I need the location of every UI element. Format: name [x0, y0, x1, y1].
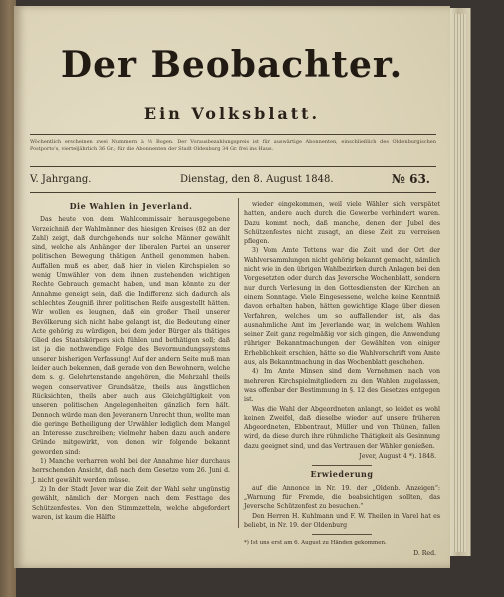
- article-paragraph: auf die Annonce in Nr. 19. der „Oldenb. Anzeigen“: „Warnung für Fremde, die beabsichtigen sollten, das Jeversche Schützenfest zu besuchen.“: [244, 484, 440, 511]
- right-column: [244, 200, 440, 559]
- masthead-subtitle: Ein Volksblatt.: [143, 104, 321, 123]
- newspaper-page: [14, 6, 450, 568]
- left-column: [32, 200, 230, 522]
- article-paragraph: Was die Wahl der Abgeordneten anlangt, so leidet es wohl keinen Zweifel, daß dieselbe wieder auf unsere früheren Abgeordneten, Ebbentraut, Müller und von Thünen, fallen wird, da diese durch ihre rühmliche Thätigkeit als Gesinnung dazu geeignet sind, und das Vertrauen der Wähler genießen.: [244, 405, 440, 450]
- article-paragraph: wieder eingekommen, weil viele Wähler sich verspätet hatten, andere auch durch die Gewerbe verhindert waren. Dazu kommt noch, daß manche, denen der Jubel des Schützenfestes nicht zusagt, an diese Zeit zu verreisen pflegen.: [244, 201, 440, 246]
- article-paragraph: 4) Im Amte Minsen sind dem Vernehmen nach von mehreren Kirchspielmitgliedern zu den Wahlen zugelassen, was offenbar der Bestimmung in §. 12 des Gesetzes entgegen ist.: [244, 368, 440, 404]
- article-paragraph: 2) In der Stadt Jever war die Zeit der Wahl sehr ungünstig gewählt, nämlich der Morgen nach dem Festtage des Schützenfestes. Von den Stimmzetteln, welche abgefordert waren, ist kaum die Hälfte: [32, 485, 230, 521]
- section-divider: [312, 465, 372, 466]
- masthead-title: Der Beobachter.: [60, 44, 404, 86]
- footnote: *) Ist uns erst am 6. August zu Händen gekommen.: [244, 540, 387, 547]
- column-separator: [238, 198, 239, 528]
- volume-label: V. Jahrgang.: [30, 174, 92, 185]
- dateline: [30, 170, 436, 190]
- subscription-notice: Wöchentlich erscheinen zwei Nummern à ½ Bogen. Der Vorausbezahlungspreis ist für auswärtige Abonnenten, einschließlich des Oldenburgischen Postporto's, vierteljährlich 36 Gr.; für die Abonnenten der Stadt Oldenburg 34 Gr. frei ins Haus.: [30, 139, 436, 152]
- page-stack-edges: [452, 14, 466, 552]
- article-paragraph: 1) Manche verharren wohl bei der Annahme hier durchaus herrschenden Ansicht, daß nach dem Gesetze vom 26. Juni d. J. nicht gewählt werden müsse.: [32, 458, 230, 484]
- dateline-rule-bottom: [30, 192, 436, 193]
- article-paragraph: 3) Vom Amte Tettens war die Zeit und der Ort der Wahlversammlungen nicht gehörig bekannt gemacht, nämlich nicht wie in den übrigen Wahlbezirken durch Anlagen bei den Vorgesetzten oder durch das Jeversche Wochenblatt, sondern nur durch Verlesung in den Gottesdiensten der Kirchen an einem Sonntage. Viele Eingesessene, welche keine Kenntniß davon erhalten haben, hätten gewichtige Klage über diesen Verfahren, welches um so auffallender ist, als das ausnahmliche Amt im Jeverlande war, in welchem Wahlen seiner Zeit ganz regelmäßig vor sich gingen, die Anwendung rühriger Bekanntmachungen der Gewählten von einiger Erheblichkeit erschien, hätte so die Wahlvorschrift vom Amte aus, als Bekanntmachung in das Wochenblatt geschehen.: [244, 247, 440, 367]
- dateline-rule-top: [30, 166, 436, 167]
- issue-date: Dienstag, den 8. August 1848.: [180, 174, 334, 185]
- article-signature: Jever, August 4 *). 1848.: [359, 453, 436, 461]
- issue-number: № 63.: [391, 172, 430, 186]
- article-heading: Die Wahlen in Jeverland.: [69, 201, 193, 211]
- article-paragraph: Den Herren H. Kuhlmann und F. W. Theilen in Varel hat es beliebt, in Nr. 19. der Oldenburg: [244, 512, 440, 529]
- footnote-signature: D. Red.: [413, 550, 436, 558]
- footnote-divider: [312, 534, 372, 535]
- section-heading: Erwiederung: [310, 469, 374, 480]
- top-rule: [30, 134, 436, 135]
- article-paragraph: Das heute von dem Wahlcommissair herausgegebene Verzeichniß der Wahlmänner des hiesigen Kreises (82 an der Zahl) zeigt, daß durchgehends nur solche Männer gewählt sind, welche als Anhänger der liberalen Partei an unserer politischen Bewegung thätigen Antheil genommen haben. Auffallen muß es aber, daß hier in vielen Kirchspielen so wenig Umwähler von dem ihnen zustehenden wichtigen Rechte Gebrauch gemacht haben, und man könnte zu der Annahme geneigt sein, daß die Indifferenz sich dadurch als schlechtes Zeugniß ihrer politischen Reife ausgestellt hätten. Wir wollen es leugnen, daß ein großer Theil unserer Bevölkerung sich nicht habe gelangt ist, die Bedeutung einer Acte gehörig zu würdigen, bei dem jeder Bürger als thätiges Glied des Staatskörpers sich fühlen und bethätigen soll; daß ist ja die nothwendige Folge des Bevormundungssystems unserer bisherigen Verfassung! Auf der andern Seite muß man leider auch bekennen, daß gerade von den Bewohnern, welche dem s. g. Gelehrtenstande angehören, die Mehrzahl theils wegen conservativer Grundsätze, theils aus ängstlichen Rücksichten, theils aber auch aus Gleichgültigkeit von unseren politischen Angelegenheiten gänzlich fern hält. Dennoch würde man den Jeveranern Unrecht thun, wollte man die geringe Betheiligung der Urwähler lediglich dem Mangel an Interesse zuschreiben; vielmehr haben dazu auch andere Gründe mitgewirkt, von denen wir folgende bekannt geworden sind:: [32, 216, 230, 456]
